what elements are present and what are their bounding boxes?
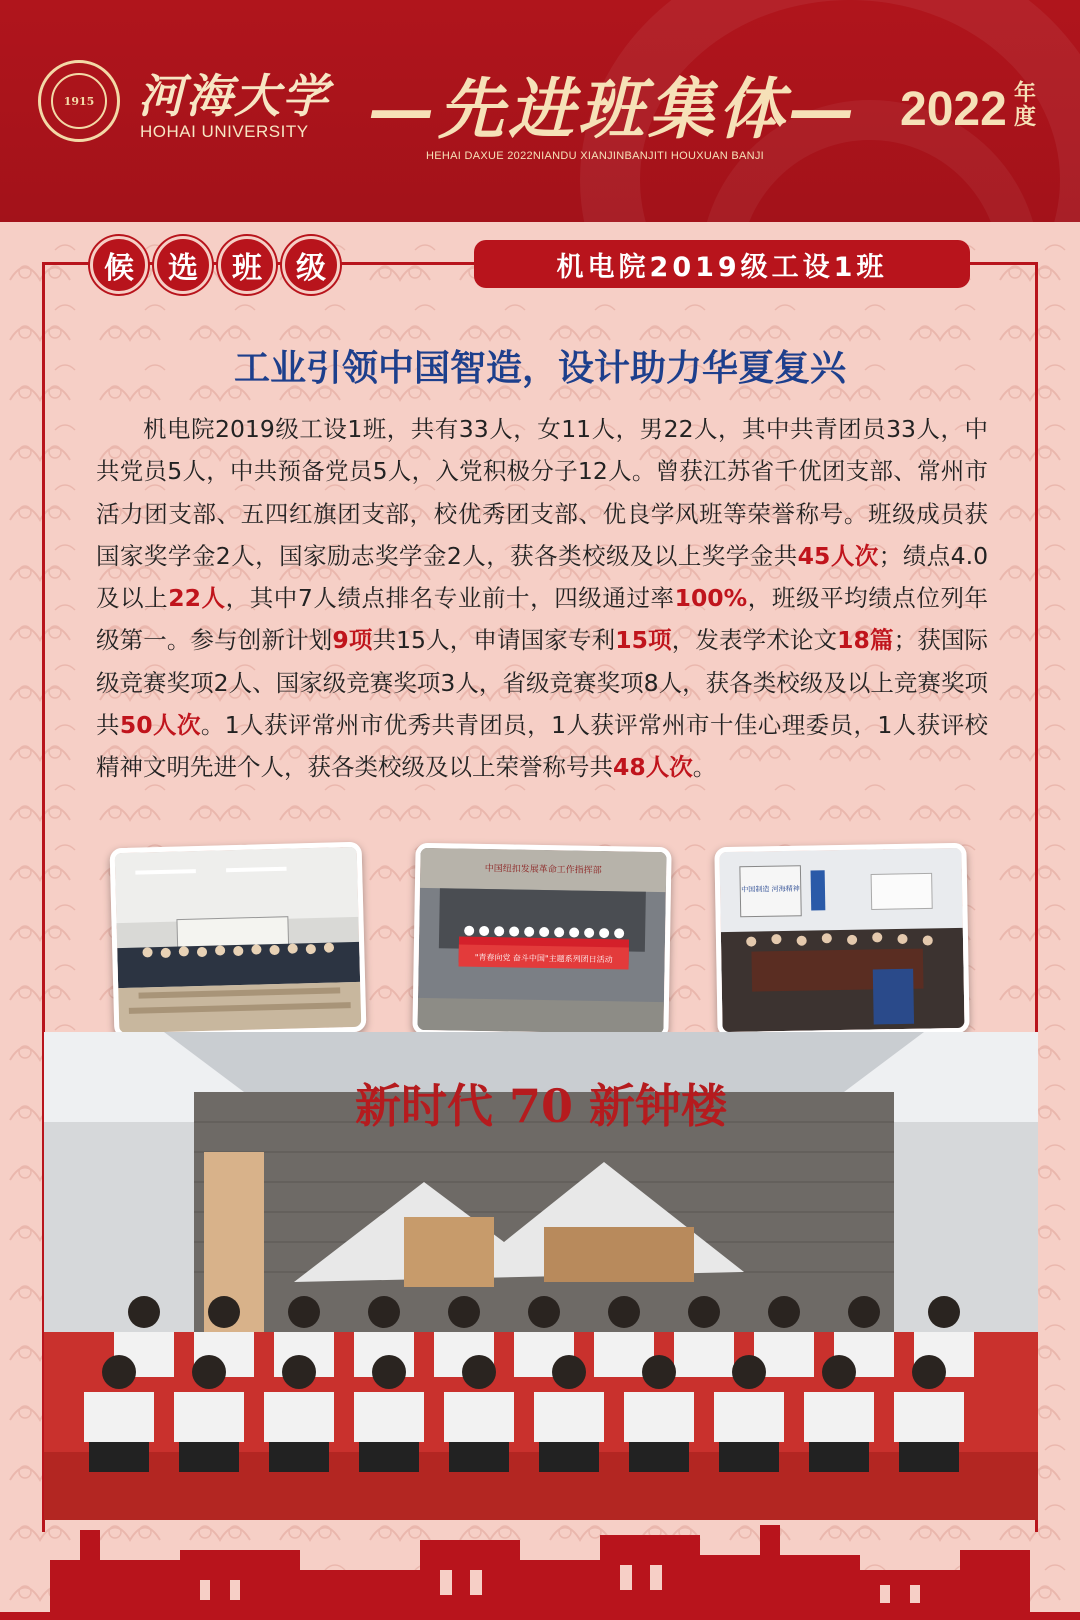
- highlight-stat: 48人次: [613, 753, 693, 782]
- highlight-stat: 22人: [168, 584, 226, 613]
- candidate-class-label: [90, 236, 340, 294]
- highlight-stat: 9项: [332, 626, 373, 655]
- header-banner: [0, 0, 1080, 222]
- photo-sign-text: 中国纽扣发展革命工作指挥部: [484, 863, 602, 877]
- body-text-segment: ；绩点4.0及以上: [96, 541, 989, 613]
- class-description: [96, 408, 988, 789]
- highlight-stat: 18篇: [837, 626, 894, 655]
- candidate-char: 候: [90, 236, 148, 294]
- body-text-segment: ，班级平均绩点位列年级第一。参与创新计划: [96, 584, 989, 655]
- poster-title: —先进班集体—: [368, 70, 858, 148]
- campus-skyline-decoration: [0, 1500, 1080, 1620]
- highlight-stat: 50人次: [119, 711, 201, 740]
- highlight-stat: 100%: [674, 584, 748, 613]
- poster-pinyin: HEHAI DAXUE 2022NIANDU XIANJINBANJITI HOUXUAN BANJI: [426, 150, 765, 162]
- body-text-segment: ；获国际级竞赛奖项2人、国家级竞赛奖项3人，省级竞赛奖项8人，获各类校级及以上竞赛奖项共: [96, 626, 989, 740]
- poster-year: 2022: [900, 83, 1007, 136]
- university-name-en: HOHAI UNIVERSITY: [140, 122, 309, 141]
- candidate-char: 班: [218, 236, 276, 294]
- photo-banner-text: "青春向党 奋斗中国"主题系列团日活动: [474, 952, 613, 965]
- wall-text: 新时代 70 新钟楼: [354, 1079, 728, 1133]
- class-name-banner: 机电院2019级工设1班: [474, 240, 970, 288]
- university-name-cn: 河海大学: [138, 69, 330, 123]
- photo-group-banner: [412, 843, 671, 1039]
- photo-group-main: [44, 1032, 1038, 1520]
- university-logo: [38, 60, 120, 142]
- body-text-segment: 共15人，申请国家专利: [372, 626, 616, 655]
- body-text-segment: 。1人获评常州市优秀共青团员，1人获评常州市十佳心理委员，1人获评校精神文明先进个人，获各类校级及以上荣誉称号共: [96, 711, 989, 782]
- body-text-segment: ，其中7人绩点排名专业前十，四级通过率: [225, 584, 675, 613]
- slogan-heading: 工业引领中国智造，设计助力华夏复兴: [233, 347, 846, 389]
- logo-year: 1915: [51, 73, 107, 129]
- photo-meeting-room: [714, 843, 969, 1037]
- highlight-stat: 15项: [615, 626, 672, 655]
- photo-classroom: [110, 842, 367, 1039]
- body-text-segment: 机电院2019级工设1班，共有33人，女11人，男22人，其中共青团员33人，中共党员5人，中共预备党员5人，入党积极分子12人。曾获江苏省千优团支部、常州市活力团支部、五四红旗团支部，校优秀团支部、优良学风班等荣誉称号。班级成员获国家奖学金2人，国家励志奖学金2人，获各类校级及以上奖学金共: [96, 415, 988, 570]
- body-text-segment: ，发表学术论文: [671, 626, 838, 655]
- candidate-char: 级: [282, 236, 340, 294]
- photo-screen-text: 中国制造 河海精神: [741, 883, 800, 894]
- highlight-stat: 45人次: [797, 541, 879, 570]
- candidate-char: 选: [154, 236, 212, 294]
- poster-year-suffix: 年度: [1014, 81, 1037, 130]
- body-text-segment: 。: [692, 753, 717, 782]
